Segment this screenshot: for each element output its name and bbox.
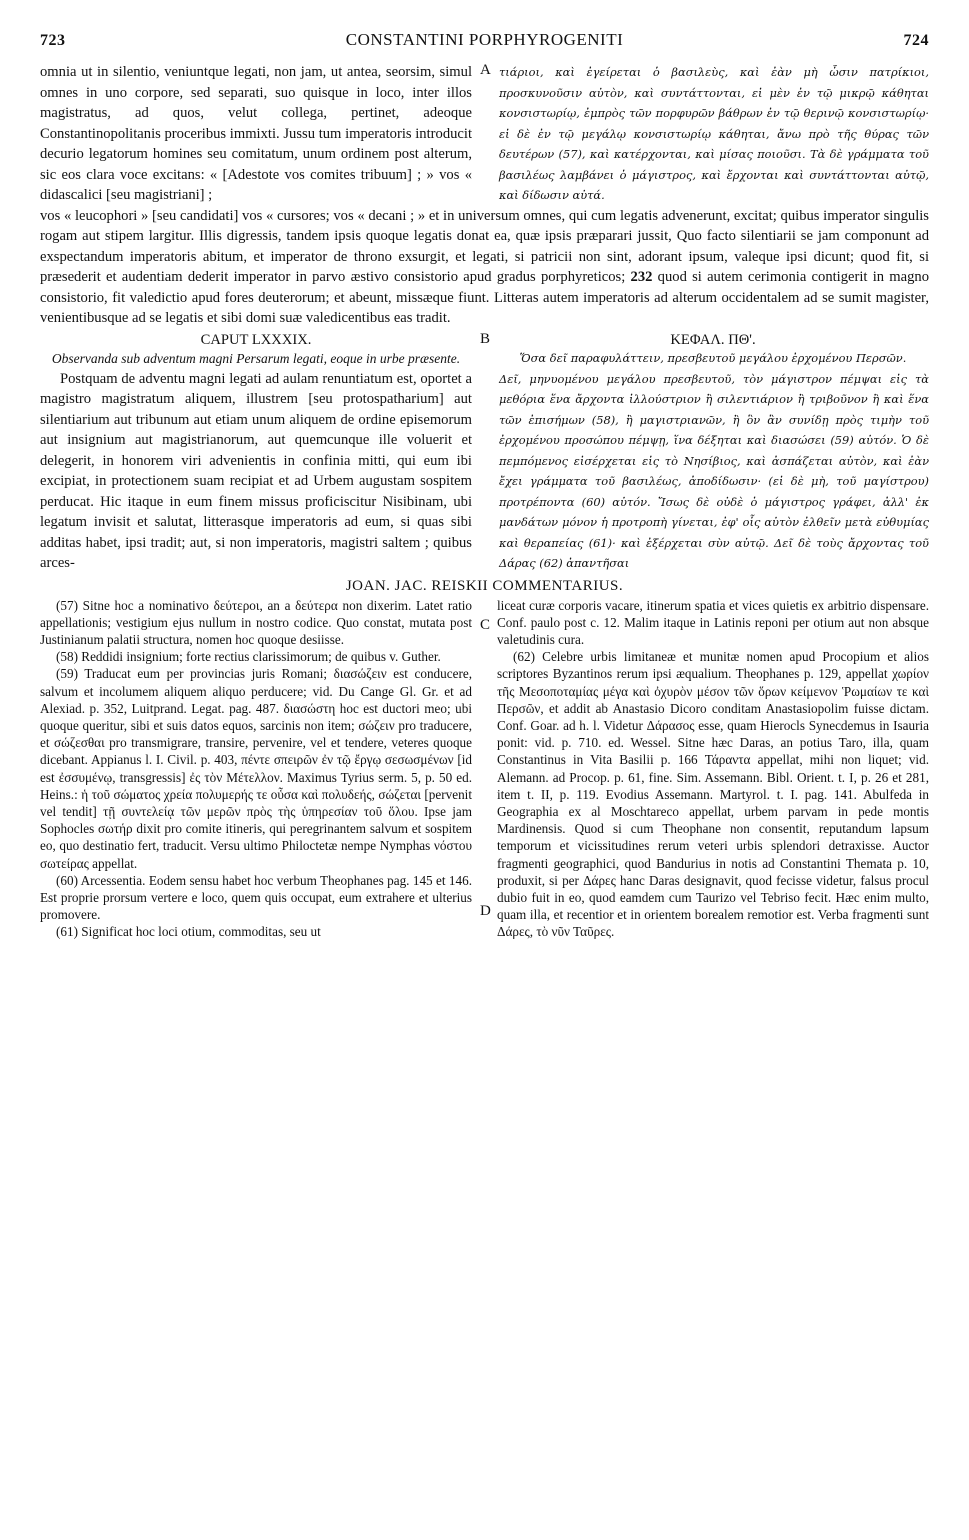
full-latin-text-2: quod si autem cerimonia contigerit in magno consistorio, fit valedictio apud fores deuterorum; et abeunt, missæque fiunt. Litteras autem imperatoris ad alterum occidentalem ad se sumit magister, venientibusque ad se legatis et sibi domi suæ valedicentibus eas tradit.: [40, 269, 930, 326]
chapter-latin-heading: CAPUT LXXXIX.: [200, 331, 312, 348]
page-header: [40, 30, 929, 50]
top-greek-column: τιάριοι, καὶ ἐγείρεται ὁ βασιλεὺς, καὶ ἐὰν μὴ ὦσιν πατρίκιοι, προσκυνοῦσιν αὐτὸν, καὶ συντάττονται, εἰ μὲν ἐν τῷ μικρῷ κάθηται κονσιστωρίῳ, ἐμπρὸς τῶν πορφυρῶν βάθρων ἐν τῷ θερινῷ κονσιστωρίῳ· εἰ δὲ ἐν τῷ μεγάλῳ κονσιστωρίῳ κάθηται, ἄνω πρὸ τῆς θύρας τῶν δευτέρων (57), καὶ κατέρχονται, καὶ μίσας ποιοῦσι. Τὰ δὲ γράμματα τοῦ βασιλέως λαμβάνει ὁ μάγιστρος, καὶ ἔρχονται καὶ συντάττονται αὐτῷ, καὶ δίδωσιν αὐτά.: [499, 65, 929, 202]
commentary-note: (58) Reddidi insignium; forte rectius clarissimorum; de quibus v. Guther.: [56, 649, 441, 665]
chapter-latin-subtitle: Observanda sub adventum magni Persarum legati, eoque in urbe præsente.: [51, 350, 461, 366]
chapter-latin-column: Postquam de adventu magni legati ad aulam renuntiatum est, oportet a magistro magistratum aliquem, illustrem [seu protospatharium] aut silentiarium aut tribunum aut etiam unum aliquem de ordine episemorum aut insignium aut magistrianorum, aut quemcunque ille voluerit et delegerit, in honorem viri advenientis in confinia mitti, qui eum ibi excipiat, in protectionem suam recipiat et ad Urbem augustam sospitem perducat. Hic itaque in eum finem missus proficiscitur Nisibinam, ubi legatum invisit et salutat, litterasque imperatoris ad eum, si quas sibi additas habet, ipsi tradit; aut, si non imperatoris, magistri saltem ; quibus arces-: [40, 370, 472, 571]
chapter-greek-subtitle: Ὅσα δεῖ παραφυλάττειν, πρεσβευτοῦ μεγάλου ἐρχομένου Περσῶν.: [519, 350, 907, 365]
chapter-greek-column: Δεῖ, μηνυομένου μεγάλου πρεσβευτοῦ, τὸν μάγιστρον πέμψαι εἰς τὰ μεθόρια ἕνα ἄρχοντα ἰλλούστριον ἢ σιλεντιάριον ἢ τριβοῦνον ἢ καὶ ἕνα τῶν ἐπισήμων (58), ἢ μαγιστριανῶν, ἢ ὃν ἂν συνίδῃ πρὸς τιμὴν τοῦ ἐρχομένου προσώπου πέμψῃ, ἵνα δέξηται καὶ διασώσει (59) αὐτόν. Ὁ δὲ πεμπόμενος εἰσέρχεται εἰς τὸ Νησίβιος, καὶ ἀσπάζεται αὐτὸν, καὶ ἐὰν ἔχει γράμματα τοῦ βασιλέως, ἀποδίδωσιν· (εἰ δὲ μὴ, τοῦ μαγίστρου) προτρέποντα (60) αὐτόν. Ἴσως δὲ οὐδὲ ὁ μάγιστρος γράφει, ἀλλ' ἐκ μανδάτων μόνον ἡ προτροπὴ γίνεται, ἐφ' οἷς αὐτὸν ἐλθεῖν μετὰ εὐθυμίας καὶ θεραπείας (61)· καὶ ἐξέρχεται σὺν αὐτῷ. Δεῖ δὲ τοὺς ἄρχοντας τοῦ Δάρας (62) ἀπαντῆσαι: [499, 371, 929, 570]
marginal-page-number: 232: [630, 269, 653, 285]
full-width-latin-paragraph: [40, 206, 929, 329]
commentary-right-column: [497, 597, 929, 941]
left-page-number: 723: [40, 32, 66, 49]
running-title: CONSTANTINI PORPHYROGENITI: [345, 30, 624, 49]
section-marker-a: A: [480, 62, 491, 78]
commentary-left-column: [40, 597, 472, 941]
commentary-note: (62) Celebre urbis limitaneæ et munitæ nomen apud Procopium et alios scriptores Byzantinos rerum ipsi æqualium. Theophanes p. 129, appellat χωρίον τῆς Μεσοποταμίας μέγα καὶ ὀχυρὸν μέσον τῶν ὅρων κείμενον Ῥωμαίων τε καὶ Περσῶν, et addit ab Anastasio Dicoro conditam Anastasiopolim fuisse dictam. Conf. Goar. ad h. l. Videtur Δάρασος esse, quam Hierocls Synecdemus in Isauria ponit: vid. p. 710. ed. Wessel. Sitne hæc Daras, an potius Taro, illa, quam Constantinus in Vita Basilii p. 166 Τάραντα appellat, mihi non liquet; vid. Alemann. ad Procop. p. 61, fine. Sim. Assemann. Bibl. Orient. t. I, p. 26 et 281, item t. II, p. 119. Evodius Assemann. Martyrol. t. I. pag. 141. Abulfeda in Geographia ex al Moschtareco appellat, urbem parvam in pede montis Mardinensis. Quod si cum Theophane non consentit, reputandum lapsum temporum et vicissitudines rerum veteri urbis splendori detraxisse. Auctor fragmenti geographici, quod Bandurius in notis ad Constantini Themata p. 10, produxit, si per Δάρες hanc Daras designavit, quod fecisse videtur, falsus procul dubio fuit in eo, quod eamdem cum Taurizo vel Tebriso fecit. Hæc enim multo, quam illa, et recentior et in orientem borealem remotior est. Verba fragmenti sunt Δάρες, τὸ νῦν Ταῦρες.: [497, 649, 929, 940]
right-page-number: 724: [903, 32, 929, 49]
chapter-subtitles: [40, 350, 929, 367]
commentary-note: liceat curæ corporis vacare, itinerum spatia et vices quietis ex arbitrio dispensare. Conf. paulo post c. 12. Malim itaque in Latinis reponi per otium aut non absque valetudinis cura.: [497, 597, 929, 647]
commentary-note: (59) Traducat eum per provincias juris Romani; διασώζειν est conducere, salvum et incolumem aliquem aliquo perducere; vid. Du Cange Gl. Gr. et ad Alexiad. p. 352, Luitprand. Legat. pag. 487. διασώστη hoc est ductori meo; ubi quoque queritur, sibi et suis datos equos, sarcinis non item; σώζειν pro traducere, et σώζεσθαι pro transmigrare, transire, pervenire, vel et tendere, veteres quoque dicebant. Appianus l. I. Civil. p. 403, πέντε σπειρῶν ἐν τῷ ἔργῳ σεσωσμένων [id est ἐσσυμένῳ, transgressis] ἐς τὸν Μέτελλον. Maximus Tyrius serm. 5, p. 50 ed. Heins.: ἡ τοῦ σώματος χρεία πολυμερής τε οὖσα καὶ πολυδεής, σώζεται [pervenit vel tendit] τῇ συντελείᾳ τῶν μερῶν πρὸς τὴς ὑπηρεσίαν τοῦ ὅλου. Ipse jam Sophocles σωτήρ dixit pro comite itineris, qui peregrinantem salvum et sospitem eo, quo destinatio fert, traducit. Versu ultimo Philoctetæ nempe Nymphas νόστου σωτείρας appellat.: [40, 666, 472, 871]
top-parallel-text: [40, 62, 929, 206]
section-marker-b: B: [480, 330, 491, 347]
commentary: [40, 597, 929, 941]
section-marker-c: C: [480, 616, 491, 633]
top-latin-column: omnia ut in silentio, veniuntque legati, non jam, ut antea, seorsim, simul omnes in uno corpore, sed separati, suo quisque in loco, inter illos magistratus, ad quos, velut collega, pertinet, adeoque Constantinopolitanis proceribus immixti. Jussu tum imperatoris introducit decurio legatorum homines seu comitatum, unum ordinem post alterum, sic eos clara voce excitans: « [Adestote vos comites tribuum] ; » vos « didascalici [seu magistriani] ;: [40, 64, 472, 203]
section-marker-d: D: [480, 902, 491, 919]
full-latin-text-1: vos « leucophori » [seu candidati] vos « cursores; vos « decani ; » et in universum omnes, qui cum legatis advenerunt, excitat; quibus imperator singulis rogam aut stipem largitur. Illis digressis, tandem ipsis quoque legatis donat ea, quæ ipsis præparari jussit, Quo facto silentiarii se jam componunt ad exspectandum imperatoris abitum, et imperator de throno exsurgit, et legati, si patricii non sint, adorant ipsum, valeque ipsi dicunt; quod fit, si præsederit et audentiam dederit imperator in parvo æstivo consistorio apud gradus porphyreticos;: [40, 207, 929, 285]
commentary-note: (61) Significat hoc loci otium, commoditas, seu ut: [56, 924, 321, 940]
chapter-greek-heading: ΚΕΦΑΛ. ΠΘ'.: [670, 331, 756, 348]
commentary-heading: JOAN. JAC. REISKII COMMENTARIUS.: [345, 577, 624, 594]
commentary-note: (60) Arcessentia. Eodem sensu habet hoc verbum Theophanes pag. 145 et 146. Est proprie prorsum vertere e loco, quem quis occupat, eum extrahere et ulterius promovere.: [40, 872, 472, 923]
commentary-note: (57) Sitne hoc a nominativo δεύτεροι, an a δεύτερα non dixerim. Latet ratio appellationis; vestigium ejus nullum in nostro codice. Quo constat, mutata post Justinianum palatii structura, nomen hoc quoque desiisse.: [40, 597, 472, 647]
